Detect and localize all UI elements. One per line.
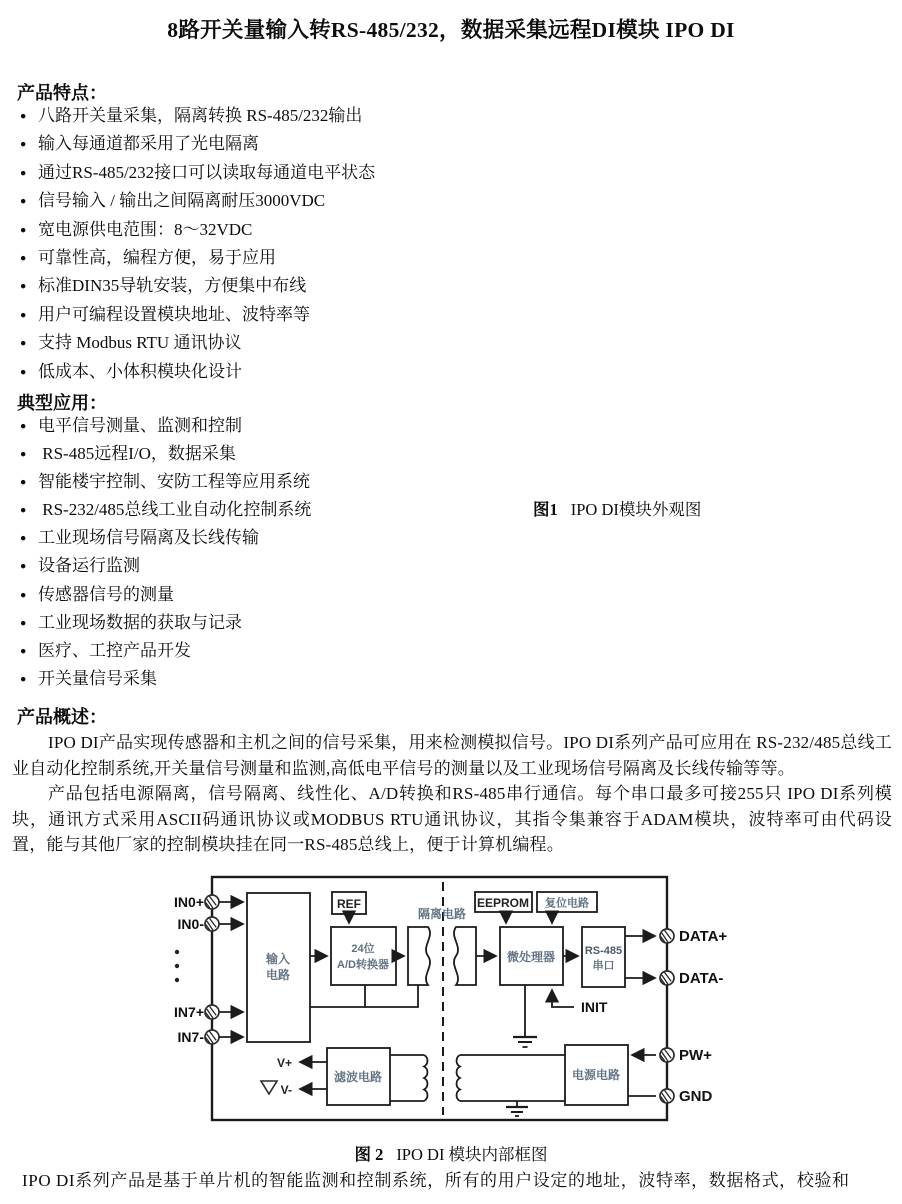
block-diagram-svg xyxy=(140,872,752,1128)
closing-paragraph: IPO DI系列产品是基于单片机的智能监测和控制系统，所有的用户设定的地址，波特率，数据格式，校验和 xyxy=(22,1171,850,1190)
terminal-in0-minus xyxy=(205,917,219,931)
application-item: ● 工业现场信号隔离及长线传输 xyxy=(20,524,311,552)
block-diagram-figure xyxy=(140,872,752,1128)
iso-return-line xyxy=(365,985,418,1007)
feature-item: ● 宽电源供电范围：8～32VDC xyxy=(20,216,375,244)
overview-body xyxy=(12,730,892,858)
application-item: ● 电平信号测量、监测和控制 xyxy=(20,412,311,440)
feature-item: ● 标准DIN35导轨安装，方便集中布线 xyxy=(20,272,375,300)
label-in7-plus: IN7+ xyxy=(174,1004,204,1020)
input-circuit-label-1: 输入 xyxy=(265,952,291,966)
terminal-data-plus xyxy=(660,929,674,943)
adc-label-1: 24位 xyxy=(351,943,375,955)
filter-circuit-label: 滤波电路 xyxy=(333,1070,383,1084)
terminal-in0-plus xyxy=(205,895,219,909)
label-data-plus: DATA+ xyxy=(679,928,728,945)
ref-label: REF xyxy=(337,897,361,911)
applications-list xyxy=(20,412,311,693)
figure2-label: 图 2 xyxy=(354,1145,384,1164)
overview-heading: 产品概述： xyxy=(17,707,107,727)
terminal-in7-plus xyxy=(205,1005,219,1019)
label-in0-plus: IN0+ xyxy=(174,894,204,910)
mcu-ground-symbol xyxy=(513,1037,537,1047)
features-list xyxy=(20,102,375,386)
isolation-block-right xyxy=(454,927,476,985)
eeprom-label: EEPROM xyxy=(476,896,530,910)
application-item: ● RS-485远程I/O，数据采集 xyxy=(20,440,311,468)
terminal-gnd xyxy=(660,1089,674,1103)
application-item: ● 智能楼宇控制、安防工程等应用系统 xyxy=(20,468,311,496)
feature-item: ● 用户可编程设置模块地址、波特率等 xyxy=(20,301,375,329)
adc-box xyxy=(331,927,396,985)
rs485-label-2: 串口 xyxy=(592,960,615,972)
power-circuit-label: 电源电路 xyxy=(571,1068,621,1082)
figure1-label: 图1 xyxy=(533,500,558,519)
isolation-label: 隔离电路 xyxy=(417,907,467,921)
application-item: ● 开关量信号采集 xyxy=(20,665,311,693)
v-minus-label: V- xyxy=(280,1083,292,1097)
feature-item: ● 低成本、小体积模块化设计 xyxy=(20,358,375,386)
ellipsis-dots xyxy=(175,950,179,982)
figure2-caption xyxy=(0,1141,902,1165)
overview-paragraph-1: IPO DI产品实现传感器和主机之间的信号采集，用来检测模拟信号。IPO DI系列产品可应用在 RS-232/485总线工业自动化控制系统,开关量信号测量和监测,高低电平信号的测量以及工业现场信号隔离及长线传输等等。 xyxy=(12,733,892,778)
init-label: INIT xyxy=(581,999,608,1015)
feature-item: ● 通过RS-485/232接口可以读取每通道电平状态 xyxy=(20,159,375,187)
features-heading: 产品特点： xyxy=(17,83,107,103)
feature-item: ● 可靠性高，编程方便，易于应用 xyxy=(20,244,375,272)
terminal-in7-minus xyxy=(205,1030,219,1044)
label-pw-plus: PW+ xyxy=(679,1047,712,1064)
terminal-data-minus xyxy=(660,971,674,985)
figure1-caption xyxy=(533,496,701,520)
v-plus-label: V+ xyxy=(276,1056,292,1070)
power-ground-symbol xyxy=(506,1107,528,1116)
rs485-box xyxy=(582,927,625,987)
application-item: ● 传感器信号的测量 xyxy=(20,581,311,609)
label-in0-minus: IN0- xyxy=(177,916,204,932)
label-in7-minus: IN7- xyxy=(177,1029,204,1045)
input-circuit-label-2: 电路 xyxy=(265,968,291,982)
applications-heading: 典型应用： xyxy=(17,393,107,413)
figure1-caption-text: IPO DI模块外观图 xyxy=(570,500,702,519)
feature-item: ● 信号输入 / 输出之间隔离耐压3000VDC xyxy=(20,187,375,215)
application-item: ● 设备运行监测 xyxy=(20,552,311,580)
analog-ground-triangle xyxy=(261,1081,277,1094)
rs485-label-1: RS-485 xyxy=(584,945,623,957)
feature-item: ● 输入每通道都采用了光电隔离 xyxy=(20,130,375,158)
label-gnd: GND xyxy=(679,1088,713,1105)
adc-return-line xyxy=(310,985,365,1007)
feature-item: ● 支持 Modbus RTU 通讯协议 xyxy=(20,329,375,357)
label-data-minus: DATA- xyxy=(679,970,724,987)
application-item: ● RS-232/485总线工业自动化控制系统 xyxy=(20,496,311,524)
page-title: 8路开关量输入转RS-485/232，数据采集远程DI模块 IPO DI xyxy=(167,18,735,42)
mcu-label: 微处理器 xyxy=(506,950,556,964)
application-item: ● 工业现场数据的获取与记录 xyxy=(20,609,311,637)
figure2-caption-text: IPO DI 模块内部框图 xyxy=(396,1145,548,1164)
init-line xyxy=(552,990,574,1007)
adc-label-2: A/D转换器 xyxy=(337,959,389,971)
isolation-block-left xyxy=(408,927,430,985)
transformer-coil-right xyxy=(457,1055,460,1101)
feature-item: ● 八路开关量采集，隔离转换 RS-485/232输出 xyxy=(20,102,375,130)
overview-paragraph-2: 产品包括电源隔离，信号隔离、线性化、A/D转换和RS-485串行通信。每个串口最多可接255只 IPO DI系列模块，通讯方式采用ASCII码通讯协议或MODBUS RTU通讯协议，其指令集兼容于ADAM模块，波特率可由代码设置，能与其他厂家的控制模块挂在同一RS-485总线上，便于计算机编程。 xyxy=(12,784,892,855)
transformer-coil-left xyxy=(424,1055,427,1101)
reset-circuit-label: 复位电路 xyxy=(545,897,589,910)
terminal-pw-plus xyxy=(660,1048,674,1062)
application-item: ● 医疗、工控产品开发 xyxy=(20,637,311,665)
